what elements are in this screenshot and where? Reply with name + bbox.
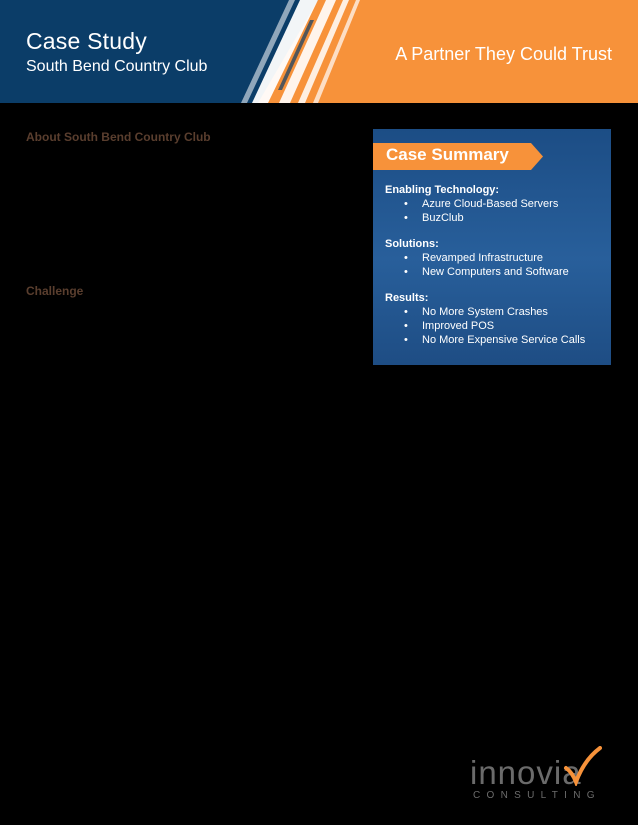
logo-wordmark: innovia <box>470 754 582 791</box>
about-heading: About South Bend Country Club <box>26 130 211 144</box>
list-item: • BuzClub <box>385 211 607 225</box>
list-item: • No More Expensive Service Calls <box>385 333 607 347</box>
case-summary-content <box>385 183 607 359</box>
enabling-technology-list <box>385 197 607 225</box>
list-item: • New Computers and Software <box>385 265 607 279</box>
case-summary-title: Case Summary <box>386 145 509 164</box>
results-label: Results: <box>385 292 429 304</box>
page-subtitle: South Bend Country Club <box>26 58 208 75</box>
case-summary-tab <box>373 143 543 170</box>
results-list <box>385 305 607 347</box>
enabling-technology-label: Enabling Technology: <box>385 184 500 196</box>
challenge-heading: Challenge <box>26 284 84 298</box>
list-item: • Azure Cloud-Based Servers <box>385 197 607 211</box>
list-item: • Revamped Infrastructure <box>385 251 607 265</box>
list-item: • Improved POS <box>385 319 607 333</box>
check-mark-icon <box>562 746 602 786</box>
logo-tagline: CONSULTING <box>473 790 601 801</box>
header-tagline: A Partner They Could Trust <box>395 44 612 64</box>
list-item: • No More System Crashes <box>385 305 607 319</box>
solutions-label: Solutions: <box>385 238 439 250</box>
page-title: Case Study <box>26 28 147 54</box>
innovia-logo <box>468 746 610 806</box>
page-header <box>0 0 638 103</box>
solutions-list <box>385 251 607 279</box>
